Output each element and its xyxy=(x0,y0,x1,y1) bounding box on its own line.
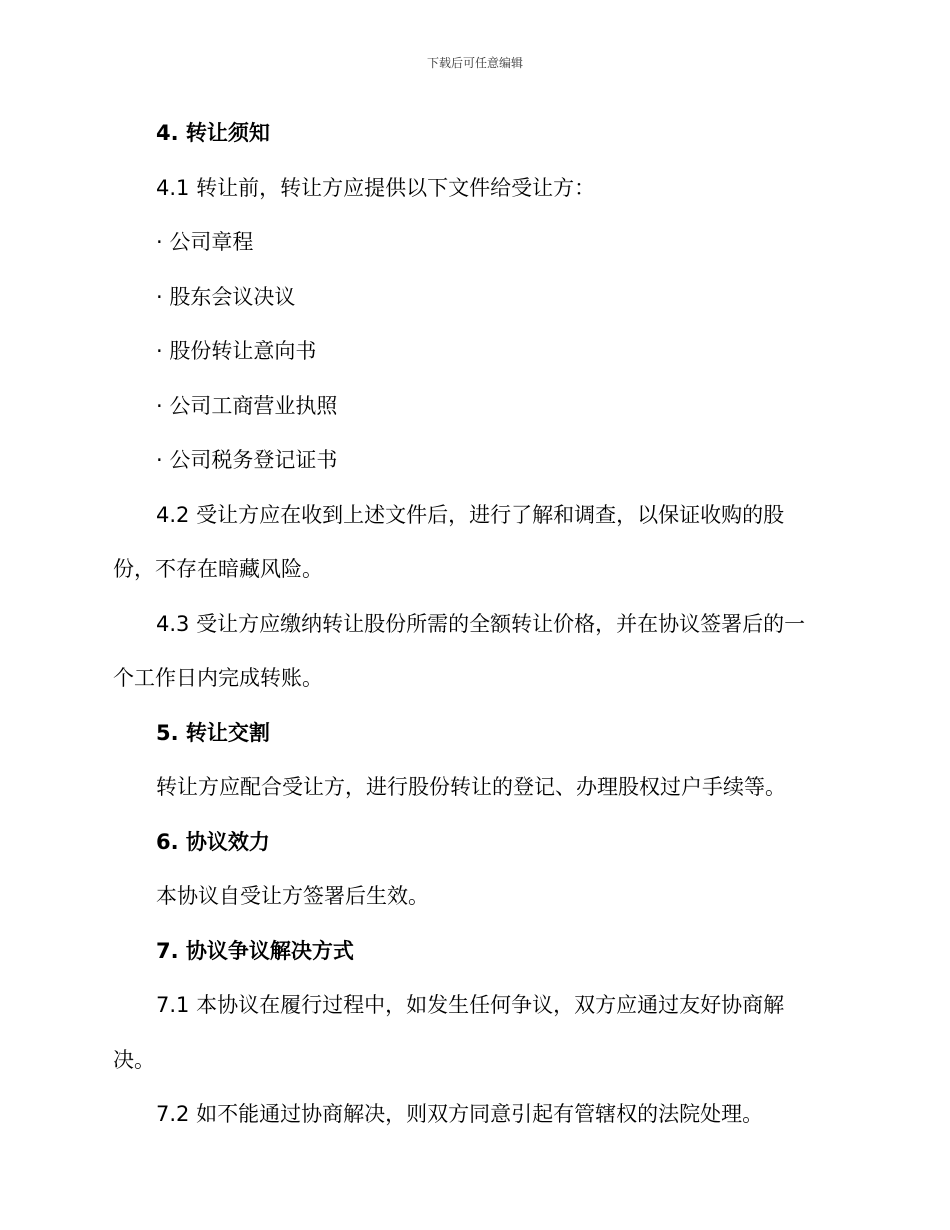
paragraph-6: 本协议自受让方签署后生效。 xyxy=(156,884,429,908)
paragraph-4-3-line-2: 个工作日内完成转账。 xyxy=(113,666,323,690)
list-item: · 股东会议决议 xyxy=(156,284,296,309)
list-item: · 股份转让意向书 xyxy=(156,339,317,363)
page-header-note: 下载后可任意编辑 xyxy=(426,56,523,70)
section-heading-6: 6. 协议效力 xyxy=(156,829,270,854)
paragraph-4-1: 4.1 转让前，转让方应提供以下文件给受让方： xyxy=(156,175,596,200)
paragraph-7-1-line-2: 决。 xyxy=(113,1047,155,1072)
paragraph-5: 转让方应配合受让方，进行股份转让的登记、办理股权过户手续等。 xyxy=(156,775,786,799)
section-heading-5: 5. 转让交割 xyxy=(156,720,270,745)
paragraph-7-1-line-1: 7.1 本协议在履行过程中，如发生任何争议，双方应通过友好协商解 xyxy=(156,993,785,1017)
paragraph-4-2-line-2: 份，不存在暗藏风险。 xyxy=(113,557,323,581)
list-item: · 公司税务登记证书 xyxy=(156,448,338,472)
section-heading-7: 7. 协议争议解决方式 xyxy=(156,938,354,963)
section-heading-4: 4. 转让须知 xyxy=(156,121,270,145)
paragraph-7-2: 7.2 如不能通过协商解决，则双方同意引起有管辖权的法院处理。 xyxy=(156,1102,764,1126)
list-item: · 公司章程 xyxy=(156,230,254,254)
paragraph-4-2-line-1: 4.2 受让方应在收到上述文件后，进行了解和调查，以保证收购的股 xyxy=(156,502,785,527)
document-body xyxy=(113,106,833,1142)
paragraph-4-3-line-1: 4.3 受让方应缴纳转让股份所需的全额转让价格，并在协议签署后的一 xyxy=(156,611,806,636)
list-item: · 公司工商营业执照 xyxy=(156,393,338,418)
